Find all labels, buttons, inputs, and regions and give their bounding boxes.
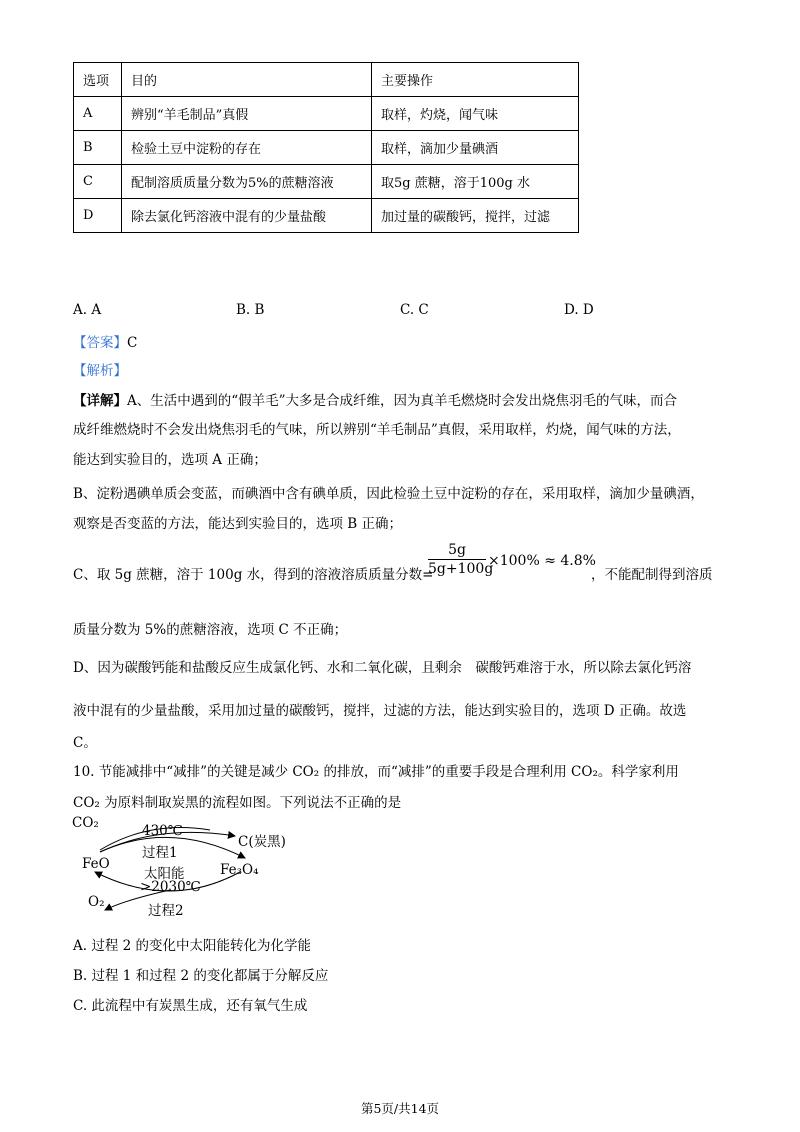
label-process2: 过程2 [148,903,184,919]
fraction-multiplier: ×100% ≈ 4.8% [488,553,596,569]
option-b: B. 过程 1 和过程 2 的变化都属于分解反应 [73,968,329,984]
detail-line: 观察是否变蓝的方法，能达到实验目的，选项 B 正确； [73,516,403,532]
option-a: A. 过程 2 的变化中太阳能转化为化学能 [73,938,312,954]
detail-line: 成纤维燃烧时不会发出烧焦羽毛的气味，所以辨别“羊毛制品”真假，采用取样，灼烧，闻气味的方法， [73,422,681,438]
question-10-stem: CO₂ 为原料制取炭黑的流程如图。下列说法不正确的是 [73,795,402,811]
table-cell: 检验土豆中淀粉的存在 [122,131,372,165]
table-cell: 目的 [122,63,372,97]
label-co2: CO₂ [72,815,99,831]
detail-line: B、淀粉遇碘单质会变蓝，而碘酒中含有碘单质，因此检验土豆中淀粉的存在，采用取样，滴加少量碘酒， [73,486,704,502]
label-temp2: >2030℃ [140,879,201,895]
label-o2: O₂ [88,894,105,910]
fraction-numerator: 5g [448,542,466,558]
table-cell: 配制溶质质量分数为5%的蔗糖溶液 [122,165,372,199]
page-footer: 第5页/共14页 [360,1101,440,1116]
question-10-stem: 10. 节能减排中“减排”的关键是减少 CO₂ 的排放，而“减排”的重要手段是合理利用 CO₂。科学家利用 [73,764,679,780]
answer-tag: 【答案】 [73,335,127,351]
detail-line: D、因为碳酸钙能和盐酸反应生成氯化钙、水和二氧化碳，且剩余 碳酸钙难溶于水，所以除去氯化钙溶 [73,660,692,676]
table-cell: 取5g 蔗糖，溶于100g 水 [372,165,579,199]
detail-line: 液中混有的少量盐酸，采用加过量的碳酸钙，搅拌，过滤的方法，能达到实验目的，选项 D 正确。故选 [73,703,687,719]
label-temp1: 430℃ [142,823,183,839]
table-row [74,97,579,131]
table-row [74,131,579,165]
label-feo: FeO [82,856,110,872]
table-cell: D [74,199,122,233]
options-table [73,62,579,233]
fraction [428,542,494,577]
choice-d: D. D [564,302,594,318]
table-cell: C [74,165,122,199]
label-process1: 过程1 [142,845,178,861]
table-cell: 加过量的碳酸钙，搅拌，过滤 [372,199,579,233]
analysis-tag: 【解析】 [73,363,127,379]
detail-line: C。 [73,735,97,751]
label-carbon-black: C(炭黑) [238,834,286,850]
flow-diagram [70,810,310,924]
detail-line [73,389,677,409]
fraction-denominator: 5g+100g [428,561,494,577]
table-cell: 辨别“羊毛制品”真假 [122,97,372,131]
table-cell: A [74,97,122,131]
table-cell: B [74,131,122,165]
answer-value: C [127,335,138,351]
table-cell: 取样，灼烧，闻气味 [372,97,579,131]
answer-line [73,331,137,351]
choice-b: B. B [236,302,265,318]
detail-tag: 【详解】 [73,393,127,409]
detail-line: 质量分数为 5%的蔗糖溶液，选项 C 不正确； [73,622,348,638]
table-cell: 主要操作 [372,63,579,97]
detail-line: 能达到实验目的，选项 A 正确； [73,452,267,468]
table-header-row [74,63,579,97]
detail-line-c-suffix: ，不能配制得到溶质 [591,567,713,583]
table-cell: 除去氯化钙溶液中混有的少量盐酸 [122,199,372,233]
option-c: C. 此流程中有炭黑生成，还有氧气生成 [73,998,308,1014]
choice-c: C. C [400,302,429,318]
table-row [74,199,579,233]
label-fe3o4: Fe₃O₄ [220,862,259,878]
detail-text: A、生活中遇到的“假羊毛”大多是合成纤维，因为真羊毛燃烧时会发出烧焦羽毛的气味，而合 [127,393,678,409]
table-cell: 取样，滴加少量碘酒 [372,131,579,165]
label-solar: 太阳能 [144,866,185,882]
detail-line-c-prefix: C、取 5g 蔗糖，溶于 100g 水，得到的溶液溶质质量分数= [73,567,434,583]
fraction-bar [428,559,486,560]
choice-a: A. A [73,302,102,318]
table-cell: 选项 [74,63,122,97]
table-row [74,165,579,199]
